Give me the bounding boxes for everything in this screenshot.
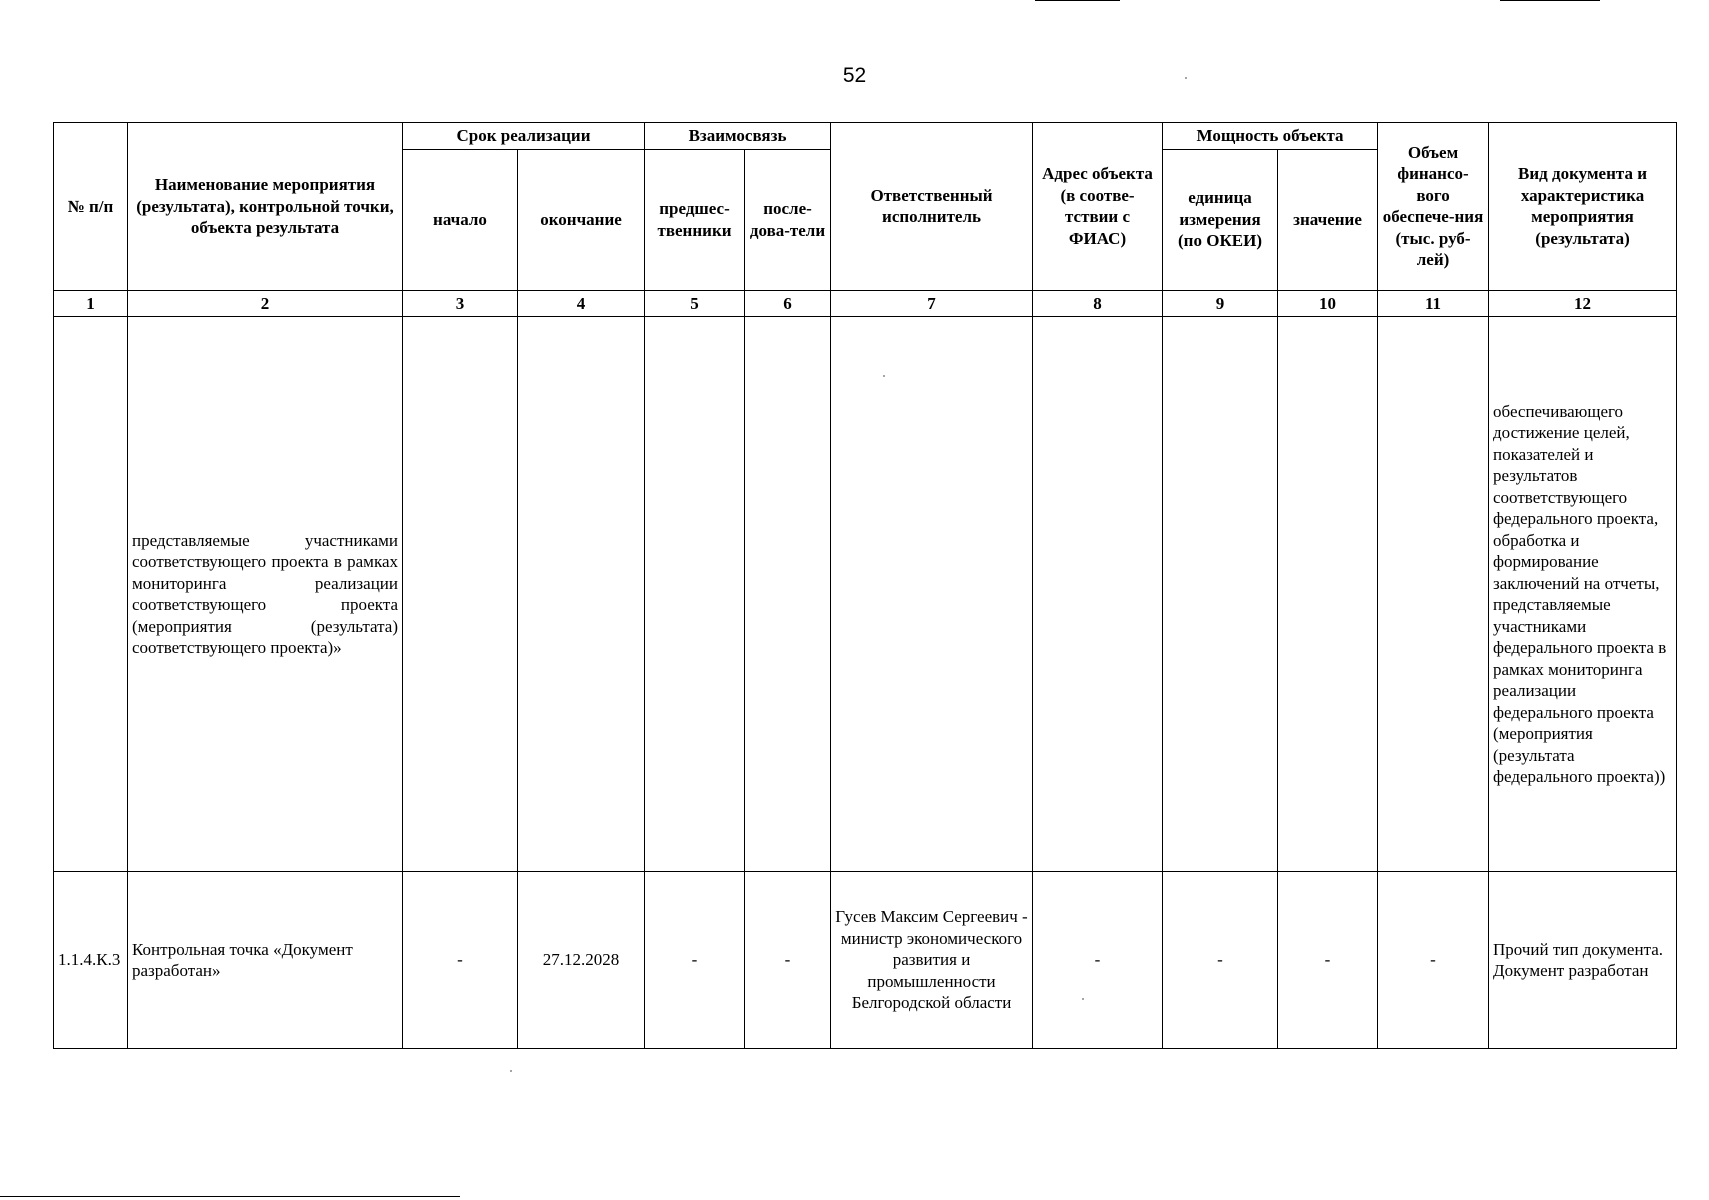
cell-id: 1.1.4.К.3 [54, 872, 128, 1049]
cell-value: - [1278, 872, 1378, 1049]
cell-finance: - [1378, 872, 1489, 1049]
column-number: 3 [403, 290, 518, 317]
column-number: 4 [518, 290, 645, 317]
header-capacity-value: значение [1278, 149, 1378, 290]
cell-unit: - [1163, 872, 1278, 1049]
cell-finance [1378, 317, 1489, 872]
cell-next [745, 317, 831, 872]
cell-start [403, 317, 518, 872]
activities-table [53, 122, 1677, 1049]
cell-start: - [403, 872, 518, 1049]
cell-end [518, 317, 645, 872]
header-link-prev: предшес-твенники [645, 149, 745, 290]
column-number: 1 [54, 290, 128, 317]
column-number: 5 [645, 290, 745, 317]
cell-next: - [745, 872, 831, 1049]
column-number: 7 [831, 290, 1033, 317]
page-number: 52 [842, 64, 867, 87]
scan-speck [510, 1070, 512, 1072]
column-number: 6 [745, 290, 831, 317]
cell-name: представляемые участниками соответствующего проекта в рамках мониторинга реализации соответствующего проекта (мероприятия (результата) соответствующего проекта)» [128, 317, 403, 872]
cell-id [54, 317, 128, 872]
cell-value [1278, 317, 1378, 872]
top-edge-mark [1500, 0, 1600, 1]
header-row-top [54, 123, 1677, 150]
column-number: 11 [1378, 290, 1489, 317]
column-number: 12 [1489, 290, 1677, 317]
cell-address: - [1033, 872, 1163, 1049]
column-number: 9 [1163, 290, 1278, 317]
cell-name: Контрольная точка «Документ разработан» [128, 872, 403, 1049]
header-link-group: Взаимосвязь [645, 123, 831, 150]
cell-address [1033, 317, 1163, 872]
header-link-next: после-дова-тели [745, 149, 831, 290]
header-term-group: Срок реализации [403, 123, 645, 150]
column-number: 2 [128, 290, 403, 317]
header-name: Наименование мероприятия (результата), контрольной точки, объекта результата [128, 123, 403, 291]
column-number: 8 [1033, 290, 1163, 317]
header-responsible: Ответственный исполнитель [831, 123, 1033, 291]
header-num: № п/п [54, 123, 128, 291]
header-doc-type: Вид документа и характеристика мероприятия (результата) [1489, 123, 1677, 291]
bottom-edge-mark [0, 1196, 460, 1197]
header-capacity-group: Мощность объекта [1163, 123, 1378, 150]
scan-speck [1185, 77, 1187, 79]
cell-prev: - [645, 872, 745, 1049]
header-term-start: начало [403, 149, 518, 290]
top-edge-mark [1035, 0, 1120, 1]
column-number: 10 [1278, 290, 1378, 317]
cell-unit [1163, 317, 1278, 872]
cell-responsible [831, 317, 1033, 872]
cell-end: 27.12.2028 [518, 872, 645, 1049]
table-row-continued [54, 317, 1677, 872]
header-capacity-unit: единица измерения (по ОКЕИ) [1163, 149, 1278, 290]
header-finance: Объем финансо-вого обеспече-ния (тыс. руб-лей) [1378, 123, 1489, 291]
header-address: Адрес объекта (в соотве-тствии с ФИАС) [1033, 123, 1163, 291]
column-number-row [54, 290, 1677, 317]
cell-doc: Прочий тип документа. Документ разработан [1489, 872, 1677, 1049]
cell-doc: обеспечивающего достижение целей, показателей и результатов соответствующего федерального проекта, обработка и формирование заключений на отчеты, представляемые участниками федерального проекта в рамках мониторинга реализации федерального проекта (мероприятия (результата федерального проекта)) [1489, 317, 1677, 872]
header-term-end: окончание [518, 149, 645, 290]
table-row-checkpoint [54, 872, 1677, 1049]
cell-responsible: Гусев Максим Сергеевич - министр экономического развития и промышленности Белгородской области [831, 872, 1033, 1049]
cell-prev [645, 317, 745, 872]
